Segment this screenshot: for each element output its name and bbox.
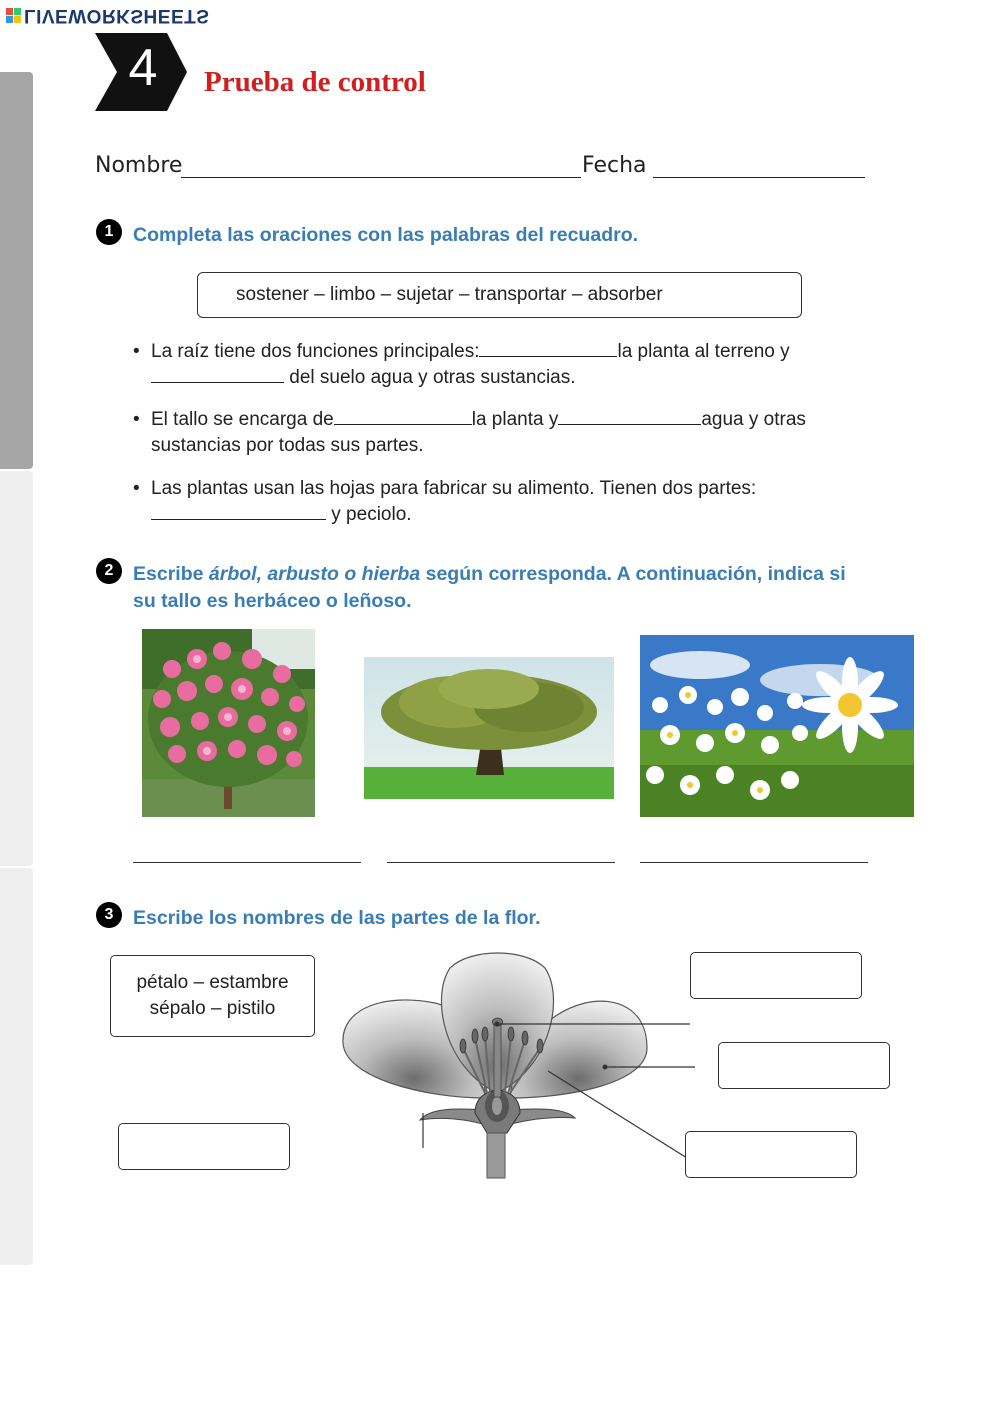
side-tab-2[interactable] [0, 471, 33, 866]
exercise-2-title [133, 561, 933, 615]
blank-1b[interactable] [151, 366, 284, 383]
exercise-1-title: Completa las oraciones con las palabras del recuadro. [133, 224, 639, 246]
brand-logo [6, 4, 209, 26]
rose-bush-photo [142, 629, 315, 817]
bullet-2-part-d: sustancias por todas sus partes. [151, 435, 424, 456]
exercise-2-title-b: según corresponda. A continuación, indica si [420, 563, 846, 585]
bullet-3-part-b: y peciolo. [331, 504, 412, 525]
flower-parts-line-2: sépalo – pistilo [149, 998, 276, 1019]
answer-line-1[interactable] [133, 862, 361, 863]
flower-answer-box-2[interactable] [718, 1042, 890, 1089]
name-label: Nombre [95, 153, 183, 178]
side-tab-3[interactable] [0, 868, 33, 1265]
exercise-2-title-c: su tallo es herbáceo o leñoso. [133, 590, 412, 612]
date-label: Fecha [582, 153, 647, 178]
date-field[interactable] [653, 177, 865, 178]
flower-parts-line-1: pétalo – estambre [136, 972, 289, 993]
answer-line-3[interactable] [640, 862, 868, 863]
blank-3a[interactable] [151, 503, 326, 520]
unit-number: 4 [128, 39, 158, 97]
side-tab-1[interactable] [0, 72, 33, 469]
bullet-2-part-b: la planta y [471, 409, 559, 430]
bullet-3: • Las plantas usan las hojas para fabricar su alimento. Tienen dos partes: y peciolo. [133, 478, 757, 525]
blank-2b[interactable] [558, 408, 701, 425]
tree-photo [364, 657, 614, 799]
flower-answer-box-4[interactable] [118, 1123, 290, 1170]
page-title: Prueba de control [204, 66, 426, 98]
flower-answer-box-3[interactable] [685, 1131, 857, 1178]
brand-name: LIVEWORKSHEETS [24, 5, 210, 26]
exercise-1-number: 1 [96, 219, 122, 245]
word-bank-box: sostener – limbo – sujetar – transportar – absorber [197, 272, 802, 318]
flower-answer-box-1[interactable] [690, 952, 862, 999]
exercise-3-number: 3 [96, 902, 122, 928]
bullet-2: • El tallo se encarga de la planta y agua y otras sustancias por todas sus partes. [133, 409, 806, 456]
name-field[interactable] [181, 177, 581, 178]
brand-squares-icon [6, 8, 21, 23]
bullet-1-part-b: la planta al terreno y [617, 341, 790, 362]
exercise-3-title: Escribe los nombres de las partes de la flor. [133, 907, 541, 929]
bullet-1-part-c: del suelo agua y otras sustancias. [289, 367, 576, 388]
bullet-2-part-a: El tallo se encarga de [151, 409, 334, 430]
blank-1a[interactable] [479, 340, 617, 357]
daisy-field-photo [640, 635, 914, 817]
exercise-2-title-a: Escribe [133, 563, 209, 585]
answer-line-2[interactable] [387, 862, 615, 863]
blank-2a[interactable] [334, 408, 472, 425]
bullet-3-part-a: Las plantas usan las hojas para fabricar su alimento. Tienen dos partes: [151, 478, 757, 499]
bullet-1: • La raíz tiene dos funciones principales: la planta al terreno y del suelo agua y otras sustancias. [133, 341, 790, 388]
bullet-1-part-a: La raíz tiene dos funciones principales: [151, 341, 480, 362]
flower-diagram [335, 948, 695, 1183]
bullet-2-part-c: agua y otras [701, 409, 806, 430]
exercise-2-number: 2 [96, 558, 122, 584]
exercise-2-title-italic: árbol, arbusto o hierba [208, 563, 421, 585]
flower-parts-box [110, 955, 315, 1037]
